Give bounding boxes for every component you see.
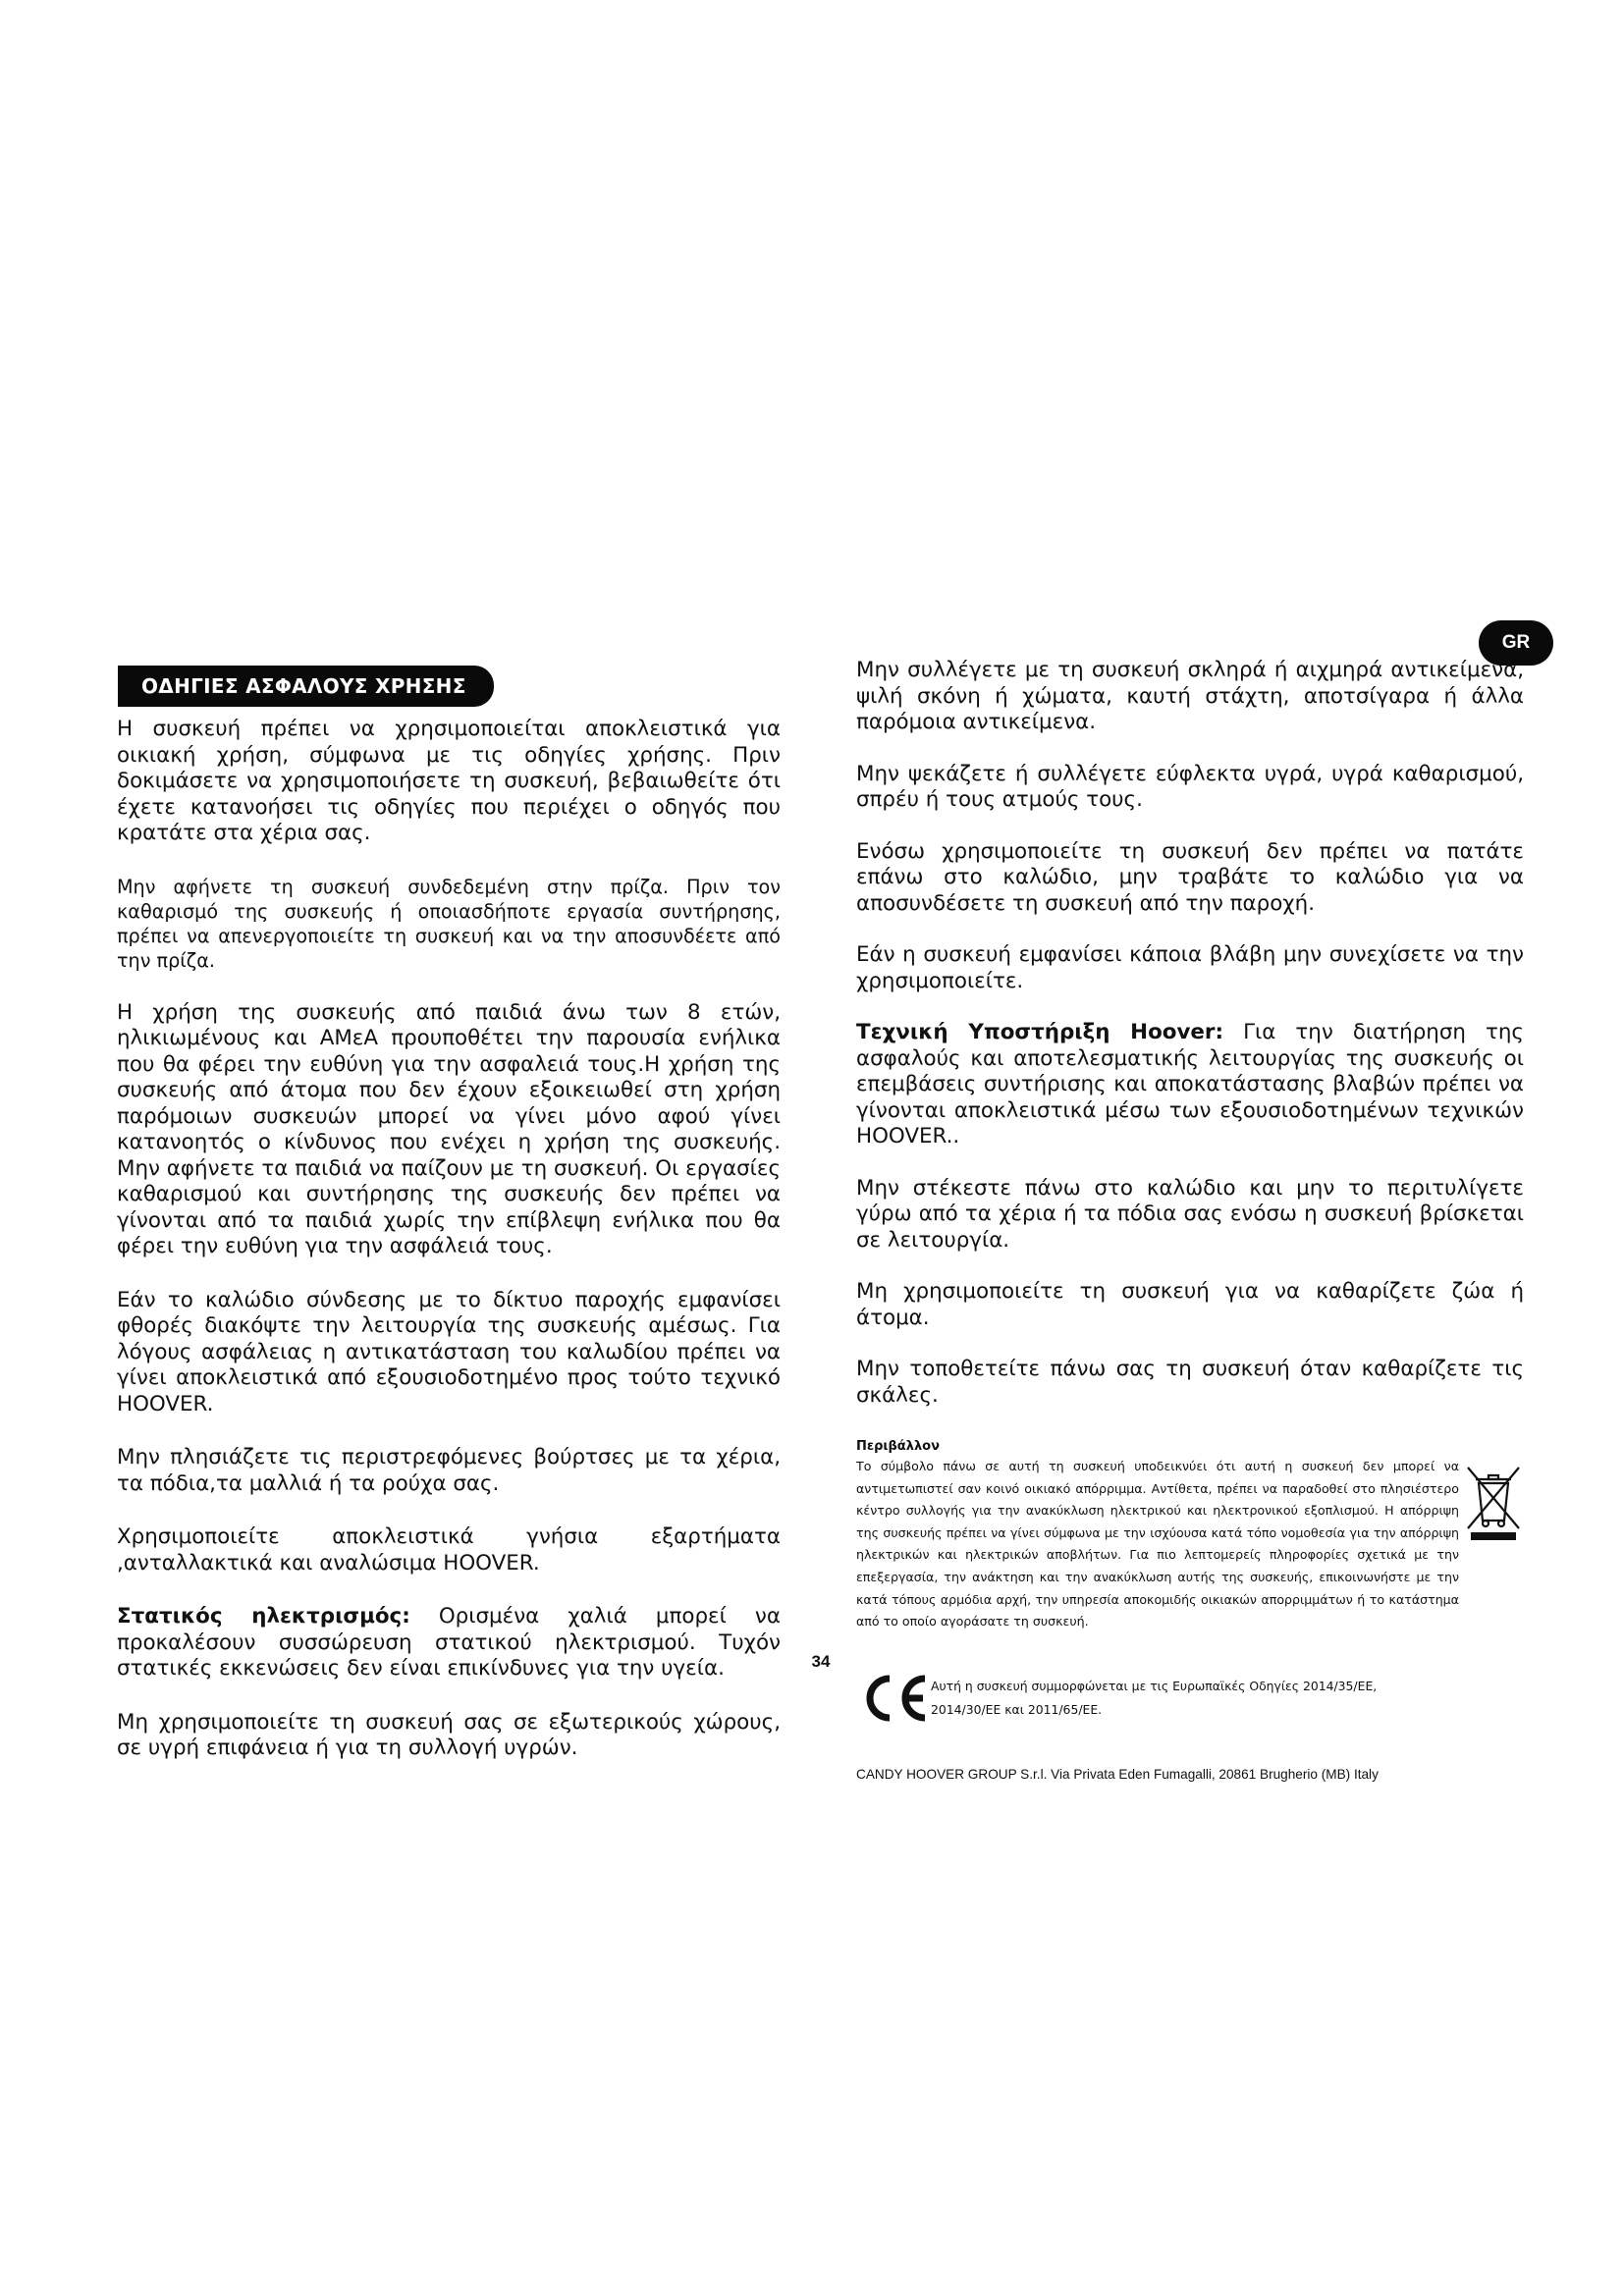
static-text: Ορισμένα χαλιά μπορεί να προκαλέσουν συσσώρευση στατικού ηλεκτρισμού. Τυχόν στατικές εκκενώσεις δεν είναι επικίνδυνες για την υγεία. — [117, 1604, 781, 1681]
paragraph-brushes: Μην πλησιάζετε τις περιστρεφόμενες βούρτσες με τα χέρια, τα πόδια,τα μαλλιά ή τα ρούχα σας. — [117, 1445, 781, 1496]
right-column — [856, 658, 1524, 1782]
environment-title: Περιβάλλον — [856, 1439, 940, 1454]
ce-compliance — [856, 1671, 1524, 1726]
ce-text: Αυτή η συσκευή συμμορφώνεται με τις Ευρωπαϊκές Οδηγίες 2014/35/ΕΕ, 2014/30/ΕΕ και 2011/65/ΕΕ. — [931, 1678, 1378, 1717]
paragraph-domestic-use: Η συσκευή πρέπει να χρησιμοποιείται αποκλειστικά για οικιακή χρήση, σύμφωνα με τις οδηγίες χρήσης. Πριν δοκιμάσετε να χρησιμοποιήσετε τη συσκευή, βεβαιωθείτε ότι έχετε κατανοήσει τις οδηγίες που περιέχει ο οδηγός που κρατάτε στα χέρια σας. — [117, 717, 781, 845]
paragraph-cord-step: Ενόσω χρησιμοποιείτε τη συσκευή δεν πρέπει να πατάτε επάνω στο καλώδιο, μην τραβάτε το καλώδιο για να αποσυνδέσετε τη συσκευή από την παροχή. — [856, 838, 1524, 916]
paragraph-hard-objects: Μην συλλέγετε με τη συσκευή σκληρά ή αιχμηρά αντικείμενα, ψιλή σκόνη ή χώματα, καυτή στάχτη, αποτσίγαρα ή άλλα παρόμοια αντικείμενα. — [856, 658, 1524, 734]
paragraph-service — [856, 1020, 1524, 1150]
static-lead: Στατικός ηλεκτρισμός: — [117, 1604, 410, 1629]
paragraph-flammable: Μην ψεκάζετε ή συλλέγετε εύφλεκτα υγρά, υγρά καθαρισμού, σπρέυ ή τους ατμούς τους. — [856, 761, 1524, 812]
environment-text: Το σύμβολο πάνω σε αυτή τη συσκευή υποδεικνύει ότι αυτή η συσκευή δεν μπορεί να αντιμετωπιστεί σαν κοινό οικιακό απόρριμμα. Αντίθετα, πρέπει να παραδοθεί στο πλησιέστερο κέντρο συλλογής για την ανακύκλωση ηλεκτρικού και ηλεκτρονικού εξοπλισμού. Η απόρριψη της συσκευής πρέπει να γίνει σύμφωνα με την ισχύουσα κατά τόπο νομοθεσία για την απόρριψη ηλεκτρικών και ηλεκτρικών αποβλήτων. Για πιο λεπτομερείς πληροφορίες σχετικά με την επεξεργασία, την ανάκτηση και την ανακύκλωση αυτής της συσκευής, επικοινωνήστε με την κατά τόπους αρμόδια αρχή, την υπηρεσία αποκομιδής οικιακών απορριμμάτων ή το κατάστημα από το οποίο αγοράσατε τη συσκευή. — [856, 1459, 1459, 1629]
paragraph-animals: Μη χρησιμοποιείτε τη συσκευή για να καθαρίζετε ζώα ή άτομα. — [856, 1279, 1524, 1330]
section-heading: ΟΔΗΓΙΕΣ ΑΣΦΑΛΟΥΣ ΧΡΗΣΗΣ — [118, 666, 494, 707]
paragraph-fault: Εάν η συσκευή εμφανίσει κάποια βλάβη μην συνεχίσετε να την χρησιμοποιείτε. — [856, 942, 1524, 993]
company-address: CANDY HOOVER GROUP S.r.l. Via Privata Eden Fumagalli, 20861 Brugherio (MB) Italy — [856, 1766, 1379, 1782]
service-text: Για την διατήρηση της ασφαλούς και αποτελεσματικής λειτουργίας της συσκευής οι επεμβάσεις συντήρισης και αποκατάστασης βλαβών πρέπει να γίνονται αποκλειστικά μέσω των εξουσιοδοτημένων τεχνικών HOOVER.. — [856, 1020, 1524, 1148]
paragraph-power-cord: Εάν το καλώδιο σύνδεσης με το δίκτυο παροχής εμφανίσει φθορές διακόψτε την λειτουργία της συσκευής αμέσως. Για λόγους ασφάλειας η αντικατάσταση του καλωδίου πρέπει να γίνει αποκλειστικά από εξουσιοδοτημένο προς τούτο τεχνικό HOOVER. — [117, 1287, 781, 1416]
paragraph-children: Η χρήση της συσκευής από παιδιά άνω των 8 ετών, ηλικιωμένους και ΑΜεΑ προυποθέτει την παρουσία ενήλικα που θα φέρει την ευθύνη για την ασφαλειά τους.Η χρήση της συσκευής από άτομα που δεν έχουν εξοικειωθεί στη χρήση παρόμοιων συσκευών μπορεί να γίνει μόνο αφού γίνει κατανοητός ο κίνδυνος που ενέχει η χρήση της συσκευής. Μην αφήνετε τα παιδιά να παίζουν με τη συσκευή. Οι εργασίες καθαρισμού και συντήρησης της συσκευής δεν πρέπει να γίνονται από τα παιδιά χωρίς την επίβλεψη ενήλικα που θα φέρει την ευθύνη για την ασφάλειά τους. — [117, 999, 781, 1258]
paragraph-outdoors: Μη χρησιμοποιείτε τη συσκευή σας σε εξωτερικούς χώρους, σε υγρή επιφάνεια ή για τη συλλογή υγρών. — [117, 1709, 781, 1760]
page-number: 34 — [811, 1652, 831, 1671]
paragraph-static — [117, 1604, 781, 1682]
paragraph-cord-wrap: Μην στέκεστε πάνω στο καλώδιο και μην το περιτυλίγετε γύρω από τα χέρια ή τα πόδια σας ενόσω η συσκευή βρίσκεται σε λειτουργία. — [856, 1175, 1524, 1253]
language-badge: GR — [1479, 620, 1553, 666]
environment-section — [856, 1438, 1524, 1633]
paragraph-genuine-parts: Χρησιμοποιείτε αποκλειστικά γνήσια εξαρτήματα ,ανταλλακτικά και αναλώσιμα HOOVER. — [117, 1524, 781, 1575]
service-lead: Τεχνική Υποστήριξη Hoover: — [856, 1020, 1224, 1044]
weee-bin-icon — [1465, 1462, 1522, 1544]
left-column — [117, 666, 781, 1762]
paragraph-unplug: Μην αφήνετε τη συσκευή συνδεδεμένη στην πρίζα. Πριν τον καθαρισμό της συσκευής ή οποιασδήποτε εργασία συντήρησης, πρέπει να απενεργοποιείτε τη συσκευή και να την αποσυνδέετε από την πρίζα. — [117, 875, 781, 972]
ce-mark-icon — [860, 1673, 929, 1724]
paragraph-stairs: Μην τοποθετείτε πάνω σας τη συσκευή όταν καθαρίζετε τις σκάλες. — [856, 1357, 1524, 1408]
